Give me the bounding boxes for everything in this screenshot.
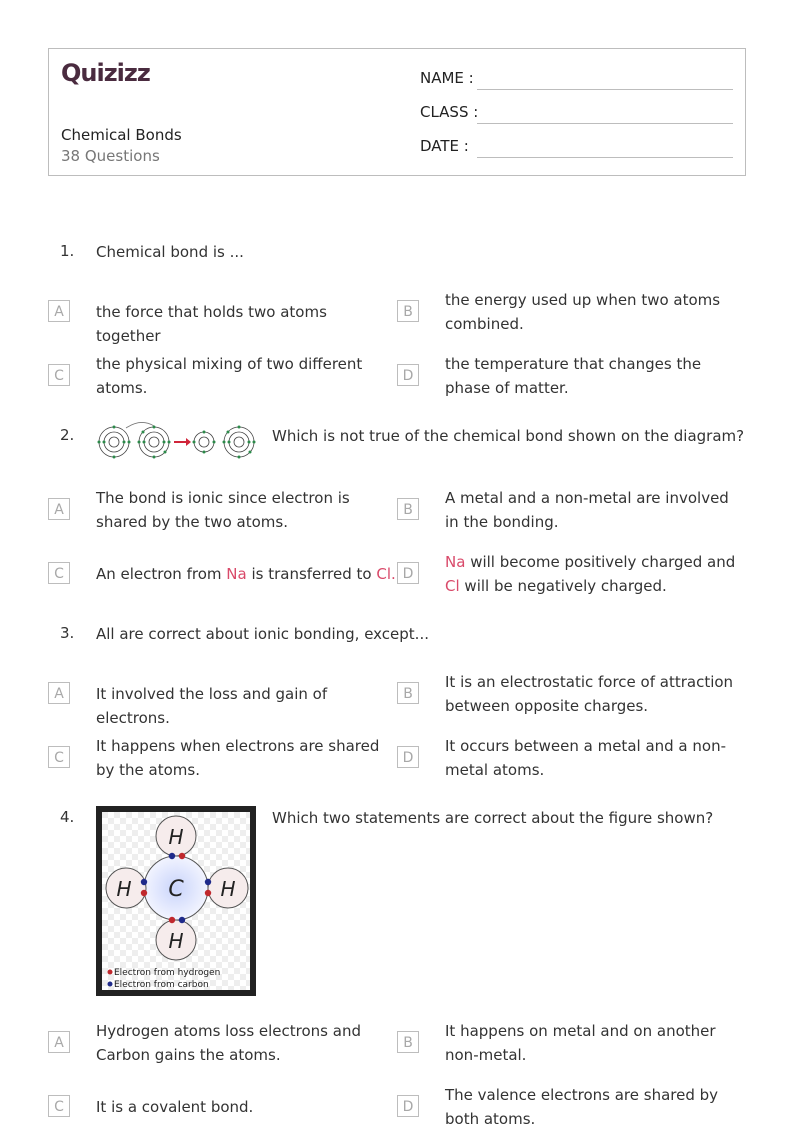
- legend-hydrogen: Electron from hydrogen: [114, 968, 221, 978]
- option-text: It happens when electrons are shared by the atoms.: [96, 737, 380, 779]
- option-letter: B: [397, 300, 419, 322]
- quizizz-logo: Quizizz: [61, 59, 150, 87]
- option-letter: A: [48, 498, 70, 520]
- option-letter: A: [48, 682, 70, 704]
- methane-covalent-diagram: [96, 806, 256, 996]
- question-number: 4.: [60, 808, 75, 826]
- worksheet-header: [48, 48, 746, 176]
- option-text: the temperature that changes the phase of matter.: [445, 355, 702, 397]
- option-text: The bond is ionic since electron is shared by the two atoms.: [96, 489, 350, 531]
- option-letter: B: [397, 682, 419, 704]
- question-number: 1.: [60, 242, 75, 260]
- worksheet-title: Chemical Bonds: [61, 126, 182, 144]
- question-number: 2.: [60, 426, 75, 444]
- option-text: The valence electrons are shared by both atoms.: [445, 1086, 719, 1128]
- option-letter: D: [397, 1095, 419, 1117]
- date-line: [477, 157, 733, 158]
- carbon-label: C: [168, 877, 184, 902]
- question-number: 3.: [60, 624, 75, 642]
- option-letter: A: [48, 300, 70, 322]
- question-text: Which is not true of the chemical bond shown on the diagram?: [272, 427, 745, 445]
- option-letter: C: [48, 562, 70, 584]
- option-text: the energy used up when two atoms combined.: [445, 291, 721, 333]
- hydrogen-label: H: [220, 877, 236, 901]
- class-line: [477, 123, 733, 124]
- option-letter: A: [48, 1031, 70, 1053]
- option-letter: C: [48, 746, 70, 768]
- option-letter: D: [397, 746, 419, 768]
- option-letter: C: [48, 1095, 70, 1117]
- option-letter: C: [48, 364, 70, 386]
- option-letter: B: [397, 1031, 419, 1053]
- date-label: DATE :: [420, 137, 469, 155]
- hydrogen-label: H: [116, 877, 132, 901]
- option-text: It occurs between a metal and a non-metal atoms.: [445, 737, 726, 779]
- name-line: [477, 89, 733, 90]
- question-count: 38 Questions: [61, 147, 160, 165]
- option-text: Hydrogen atoms loss electrons and Carbon gains the atoms.: [96, 1022, 361, 1064]
- option-text: Na will become positively charged and Cl will be negatively charged.: [445, 553, 736, 595]
- option-text: It happens on metal and on another non-metal.: [445, 1022, 716, 1064]
- hydrogen-label: H: [168, 929, 184, 953]
- option-letter: D: [397, 364, 419, 386]
- option-text: It involved the loss and gain of electrons.: [96, 685, 328, 727]
- option-letter: B: [397, 498, 419, 520]
- hydrogen-label: H: [168, 825, 184, 849]
- option-text: It is a covalent bond.: [96, 1098, 254, 1116]
- option-text: the force that holds two atoms together: [96, 303, 327, 345]
- option-text: It is an electrostatic force of attraction between opposite charges.: [445, 673, 734, 715]
- question-text: Which two statements are correct about the figure shown?: [272, 809, 714, 827]
- class-label: CLASS :: [420, 103, 479, 121]
- ionic-bond-diagram: [96, 420, 260, 464]
- name-label: NAME :: [420, 69, 474, 87]
- option-letter: D: [397, 562, 419, 584]
- question-text: All are correct about ionic bonding, except...: [96, 625, 429, 643]
- question-text: Chemical bond is ...: [96, 243, 244, 261]
- option-text: An electron from Na is transferred to Cl.: [96, 565, 396, 583]
- legend-carbon: Electron from carbon: [114, 980, 209, 990]
- option-text: A metal and a non-metal are involved in the bonding.: [445, 489, 729, 531]
- option-text: the physical mixing of two different atoms.: [96, 355, 363, 397]
